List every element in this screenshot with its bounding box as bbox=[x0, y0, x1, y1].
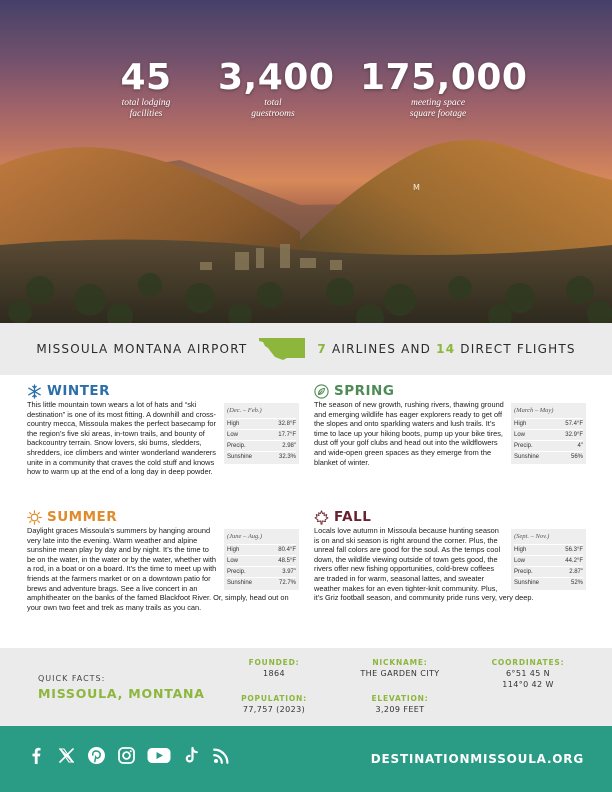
climate-value: 72.7% bbox=[278, 580, 296, 587]
airlines-info bbox=[317, 342, 575, 356]
fact-label: FOUNDED: bbox=[248, 658, 300, 667]
climate-table bbox=[511, 403, 586, 464]
stat-label: square footage bbox=[409, 109, 467, 119]
climate-value: 2.87" bbox=[569, 569, 583, 575]
season-winter bbox=[27, 382, 299, 477]
fact-value: 114°0 42 W bbox=[502, 680, 554, 689]
climate-row bbox=[514, 566, 583, 577]
footer bbox=[0, 726, 612, 792]
stat-label: total lodging bbox=[121, 98, 171, 108]
climate-label: Low bbox=[227, 431, 239, 438]
fact-population bbox=[230, 694, 318, 715]
stat-lodging-facilities bbox=[108, 58, 184, 120]
climate-label: Sunshine bbox=[227, 580, 253, 587]
fact-value: THE GARDEN CITY bbox=[360, 669, 440, 678]
season-spring bbox=[314, 382, 586, 467]
hero-photo bbox=[0, 0, 612, 323]
climate-row bbox=[514, 555, 583, 566]
season-body bbox=[314, 526, 586, 603]
season-title: SPRING bbox=[334, 383, 395, 399]
airport-name: MISSOULA MONTANA AIRPORT bbox=[36, 342, 248, 356]
season-title: WINTER bbox=[47, 383, 111, 399]
tiktok-icon[interactable] bbox=[182, 746, 201, 765]
season-text: This little mountain town wears a lot of hats and “ski destination” is one of its most fitting. A downhill and cross-country mecca, Missoula makes the perfect basecamp for the region’s five ski areas, in-town trails, and bounty of backcountry terrain. Snow lovers, ski bums, sledders, shredders, ice climbers and winter wonderland wanderers unite in a community that craves the cold stuff and knows how to warm up at the end of a long day in deep powder. bbox=[27, 400, 216, 477]
climate-value: 32.8°F bbox=[278, 420, 296, 427]
season-heading bbox=[27, 382, 299, 400]
season-body bbox=[27, 400, 299, 477]
climate-row bbox=[514, 440, 583, 451]
season-heading bbox=[314, 382, 586, 400]
fact-value: 3,209 FEET bbox=[375, 705, 425, 714]
climate-row bbox=[227, 555, 296, 566]
airlines-count: 7 bbox=[317, 342, 327, 356]
climate-label: Sunshine bbox=[227, 454, 253, 461]
facebook-icon[interactable] bbox=[27, 746, 46, 765]
fact-label: COORDINATES: bbox=[491, 658, 565, 667]
quick-facts-city: MISSOULA, MONTANA bbox=[38, 686, 205, 701]
climate-value: 80.4°F bbox=[278, 546, 296, 553]
season-text: Locals love autumn in Missoula because hunting season is on and ski season is right around the corner. Plus, the unreal fall colors are good for the soul. As the temps cool down, the wildlife viewing outside of town gets good, the rivers offer new fishing opportunities, cold-brew coffees are traded in for warm, seasonal lattes, and sweater weather makes for an even tighter-knit community. Plus, it’s Griz football season, and community pride runs very, very deep. bbox=[314, 526, 534, 603]
stat-label: total bbox=[264, 98, 282, 108]
quick-facts-title: QUICK FACTS: bbox=[38, 674, 106, 683]
climate-row bbox=[514, 451, 583, 462]
fact-label: POPULATION: bbox=[241, 694, 307, 703]
stat-meeting-space bbox=[360, 57, 528, 120]
climate-value: 17.7°F bbox=[278, 431, 296, 438]
climate-label: Sunshine bbox=[514, 580, 540, 587]
stat-number: 45 bbox=[120, 57, 172, 98]
climate-label: Precip. bbox=[514, 443, 533, 449]
climate-value: 52% bbox=[570, 580, 583, 587]
stat-number: 175,000 bbox=[360, 57, 528, 98]
climate-row bbox=[227, 577, 296, 588]
climate-row bbox=[227, 544, 296, 555]
climate-table bbox=[224, 403, 299, 464]
fact-value: 1864 bbox=[263, 669, 285, 678]
climate-value: 32.9°F bbox=[565, 431, 583, 438]
climate-table bbox=[224, 529, 299, 590]
airport-banner bbox=[0, 323, 612, 375]
climate-row bbox=[227, 429, 296, 440]
climate-row bbox=[227, 440, 296, 451]
stat-label: facilities bbox=[129, 109, 163, 119]
flights-text: DIRECT FLIGHTS bbox=[460, 342, 576, 356]
climate-row bbox=[514, 429, 583, 440]
season-title: FALL bbox=[334, 509, 372, 525]
instagram-icon[interactable] bbox=[117, 746, 136, 765]
climate-value: 3.97" bbox=[282, 569, 296, 575]
fact-label: ELEVATION: bbox=[371, 694, 429, 703]
climate-label: Low bbox=[514, 557, 526, 564]
climate-label: High bbox=[227, 546, 240, 553]
season-fall bbox=[314, 508, 586, 603]
fact-nickname bbox=[340, 658, 460, 679]
climate-label: Low bbox=[514, 431, 526, 438]
climate-row bbox=[227, 418, 296, 429]
fact-value: 77,757 (2023) bbox=[242, 705, 306, 714]
climate-value: 4" bbox=[577, 443, 583, 449]
climate-label: Precip. bbox=[227, 569, 246, 575]
climate-row bbox=[227, 451, 296, 462]
season-text: Daylight graces Missoula’s summers by hanging around very late into the evening. Warm weather and alpine sunshine mean play by day and by night. It’s the time to be on the water, in the water or by the water, whether with a rod, in a boat or on a board. It’s the time to meet up with friends at the farmers market or on a downtown patio for brews and adventure brags. See a live concert in an amphitheater on the banks of the famed Blackfoot River. Or, simply, head out on your own two feet and trek as many trails as you can. bbox=[27, 526, 289, 612]
climate-label: High bbox=[227, 420, 240, 427]
climate-row bbox=[227, 566, 296, 577]
climate-label: Sunshine bbox=[514, 454, 540, 461]
mountain-landscape-illustration bbox=[0, 0, 612, 323]
stat-number: 3,400 bbox=[218, 57, 335, 98]
fact-value: 6°51 45 N bbox=[505, 669, 551, 678]
climate-value: 57.4°F bbox=[565, 420, 583, 427]
climate-range: (March – May) bbox=[514, 407, 554, 414]
climate-range: (June – Aug.) bbox=[227, 533, 263, 540]
snowflake-icon bbox=[27, 384, 42, 399]
climate-value: 2.98" bbox=[282, 443, 296, 449]
x-icon[interactable] bbox=[57, 746, 76, 765]
climate-value: 56.3°F bbox=[565, 546, 583, 553]
climate-row bbox=[514, 577, 583, 588]
fact-label: NICKNAME: bbox=[372, 658, 428, 667]
season-body bbox=[314, 400, 586, 467]
fact-coordinates bbox=[482, 658, 574, 690]
pinterest-icon[interactable] bbox=[87, 746, 106, 765]
season-heading bbox=[314, 508, 586, 526]
season-title: SUMMER bbox=[47, 509, 118, 525]
montana-state-icon bbox=[257, 336, 307, 362]
climate-value: 56% bbox=[570, 454, 583, 461]
quick-facts-bar bbox=[0, 648, 612, 726]
website-link[interactable]: DESTINATIONMISSOULA.ORG bbox=[370, 752, 584, 766]
season-text: The season of new growth, rushing rivers, thawing ground and emerging wildlife has eager explorers ready to get off the slopes and onto sparkling waters and lush trails. It’s time to lace up your hiking boots, pump up your bike tires, dust off your golf clubs and head out into the wildflowers and wide-open green spaces as they emerge from the blanket of winter. bbox=[314, 400, 504, 467]
stat-label: guestrooms bbox=[251, 109, 295, 119]
climate-range: (Dec. – Feb.) bbox=[227, 407, 262, 414]
climate-row bbox=[514, 544, 583, 555]
climate-label: High bbox=[514, 420, 527, 427]
youtube-icon[interactable] bbox=[147, 746, 171, 765]
rss-icon[interactable] bbox=[212, 746, 231, 765]
lodging-stats bbox=[0, 58, 612, 138]
leaf-icon bbox=[314, 384, 329, 399]
climate-range: (Sept. – Nov.) bbox=[514, 533, 550, 540]
climate-table bbox=[511, 529, 586, 590]
climate-value: 44.2°F bbox=[565, 557, 583, 564]
airlines-text: AIRLINES AND bbox=[331, 342, 432, 356]
flights-count: 14 bbox=[436, 342, 456, 356]
sun-icon bbox=[27, 510, 42, 525]
fact-elevation bbox=[340, 694, 460, 715]
season-body bbox=[27, 526, 299, 612]
svg-text:M: M bbox=[413, 183, 420, 192]
fact-founded bbox=[230, 658, 318, 679]
season-summer bbox=[27, 508, 299, 612]
stat-guestrooms bbox=[218, 57, 335, 120]
stat-label: meeting space bbox=[410, 98, 466, 108]
climate-row bbox=[514, 418, 583, 429]
climate-label: Precip. bbox=[227, 443, 246, 449]
climate-label: High bbox=[514, 546, 527, 553]
maple-leaf-icon bbox=[314, 510, 329, 525]
climate-value: 32.3% bbox=[278, 454, 296, 461]
social-links bbox=[27, 746, 231, 765]
season-heading bbox=[27, 508, 299, 526]
climate-label: Low bbox=[227, 557, 239, 564]
climate-label: Precip. bbox=[514, 569, 533, 575]
climate-value: 48.5°F bbox=[278, 557, 296, 564]
